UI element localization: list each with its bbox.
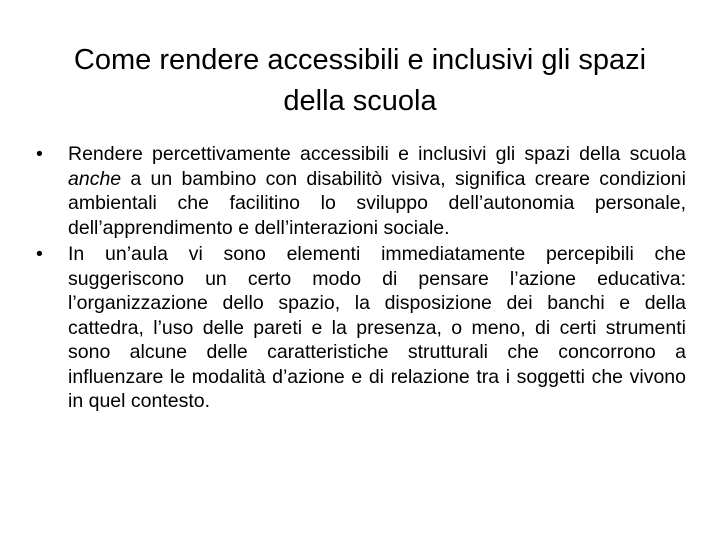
bullet-text-after: a un bambino con disabilitò visiva, significa creare condizioni ambientali che facilitino lo sviluppo dell’autonomia personale, dell’apprendimento e dell’interazioni sociale. xyxy=(68,167,686,239)
slide-title: Come rendere accessibili e inclusivi gli spazi della scuola xyxy=(73,44,647,117)
bullet-text-before: In un’aula vi sono elementi immediatamente percepibili che suggeriscono un certo modo di pensare l’azione educativa: l’organizzazione dello spazio, la disposizione dei banchi e della cattedra, l’uso delle pareti e la presenza, o meno, di certi strumenti sono alcune delle caratteristiche strutturali che concorrono a influenzare le modalità d’azione e di relazione tra i soggetti che vivono in quel contesto. xyxy=(68,243,686,412)
bullet-text xyxy=(68,243,686,412)
bullet-item-1 xyxy=(30,142,686,240)
bullet-text-before: Rendere percettivamente accessibili e inclusivi gli spazi della scuola xyxy=(68,143,686,165)
bullet-text-emphasis: anche xyxy=(68,167,122,190)
bullet-item-2 xyxy=(30,242,686,414)
bullet-marker: • xyxy=(36,243,43,265)
bullet-marker: • xyxy=(36,143,43,165)
bullet-list xyxy=(30,142,686,416)
bullet-text xyxy=(68,143,686,239)
